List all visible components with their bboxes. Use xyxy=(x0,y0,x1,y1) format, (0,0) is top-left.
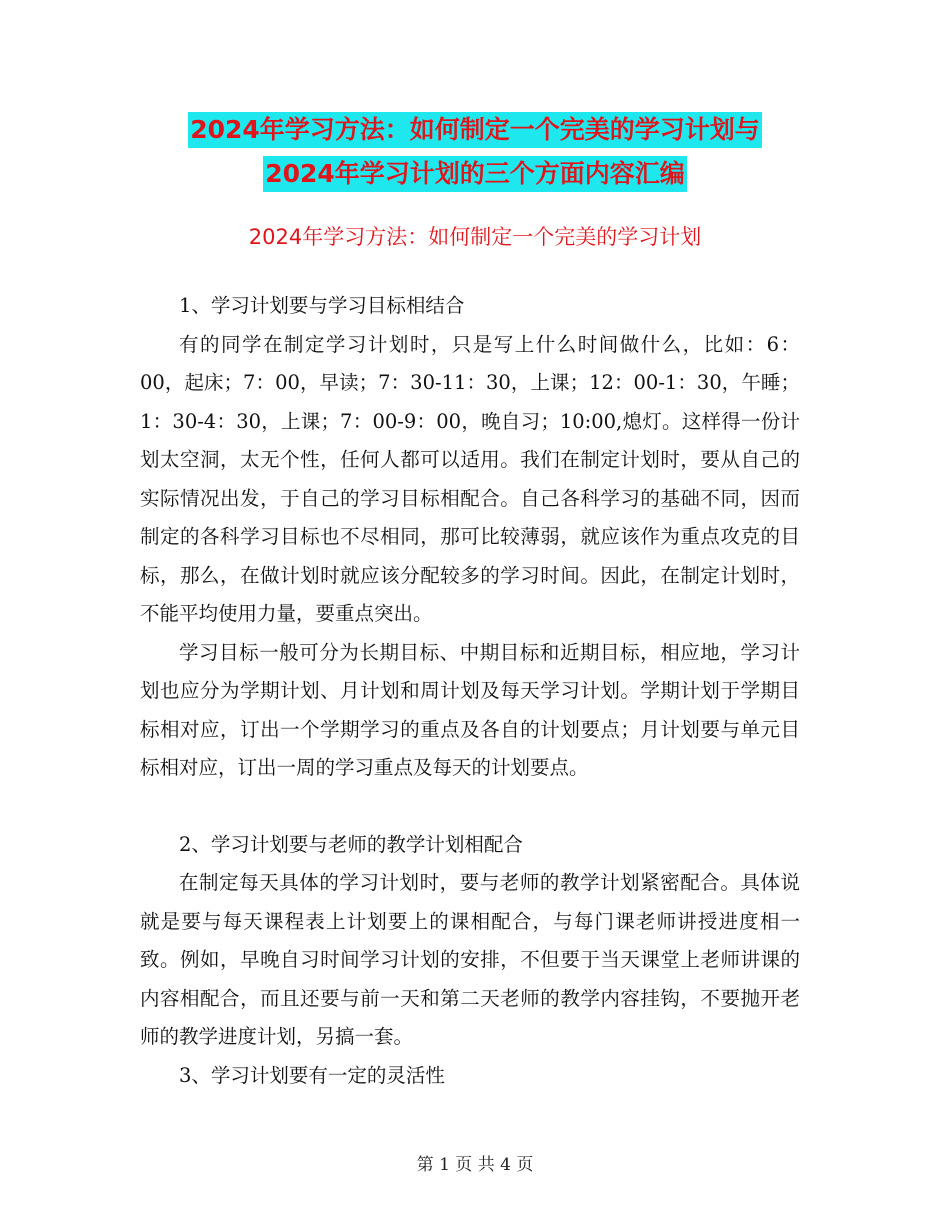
heading-point-1: 1、学习计划要与学习目标相结合 xyxy=(179,294,465,317)
paragraph-2: 学习目标一般可分为长期目标、中期目标和近期目标，相应地，学习计划也应分为学期计划、月计划和周计划及每天学习计划。学期计划于学期目标相对应，订出一个学期学习的重点及各自的计划要点；月计划要与单元目标相对应，订出一周的学习重点及每天的计划要点。 xyxy=(140,640,800,779)
document-title-line-2 xyxy=(0,156,950,192)
title-text-1: 2024年学习方法：如何制定一个完美的学习计划与 xyxy=(188,112,762,148)
paragraph-1: 有的同学在制定学习计划时，只是写上什么时间做什么，比如：6：00，起床；7：00，早读；7：30-11：30，上课；12：00-1：30，午睡；1：30-4：30，上课；7：00-9：00，晚自习；10:00,熄灯。这样得一份计划太空洞，太无个性，任何人都可以适用。我们在制定计划时，要从自己的实际情况出发，于自己的学习目标相配合。自己各科学习的基础不同，因而制定的各科学习目标也不尽相同，那可比较薄弱，就应该作为重点攻克的目标，那么，在做计划时就应该分配较多的学习时间。因此，在制定计划时，不能平均使用力量，要重点突出。 xyxy=(140,332,800,625)
page-number-footer: 第 1 页 共 4 页 xyxy=(416,1155,534,1175)
heading-point-2: 2、学习计划要与老师的教学计划相配合 xyxy=(179,832,523,856)
document-body xyxy=(140,287,800,1095)
heading-point-3: 3、学习计划要有一定的灵活性 xyxy=(179,1063,445,1087)
section-title: 2024年学习方法：如何制定一个完美的学习计划 xyxy=(248,225,702,249)
document-title-line-1 xyxy=(0,112,950,148)
title-text-2: 2024年学习计划的三个方面内容汇编 xyxy=(263,156,687,192)
paragraph-3: 在制定每天具体的学习计划时，要与老师的教学计划紧密配合。具体说就是要与每天课程表上计划要上的课相配合，与每门课老师讲授进度相一致。例如，早晚自习时间学习计划的安排，不但要于当天课堂上老师讲课的内容相配合，而且还要与前一天和第二天老师的教学内容挂钩，不要抛开老师的教学进度计划，另搞一套。 xyxy=(140,871,800,1048)
